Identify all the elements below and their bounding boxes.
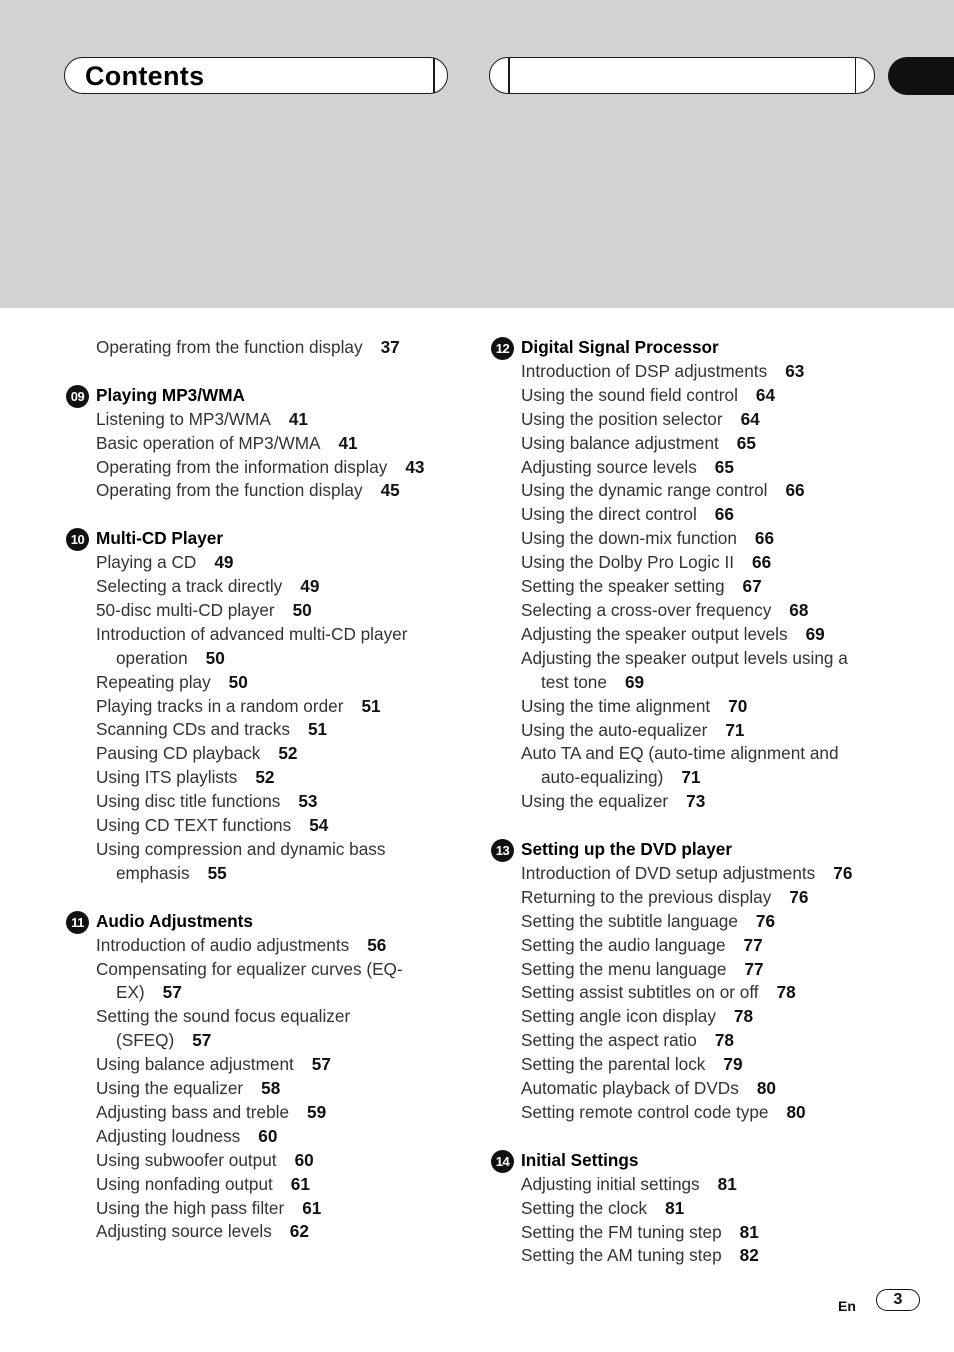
toc-entry-text: Adjusting bass and treble bbox=[96, 1101, 290, 1122]
toc-entry[interactable] bbox=[64, 695, 464, 719]
toc-page-number: 70 bbox=[728, 695, 748, 716]
toc-page-number: 63 bbox=[785, 360, 805, 381]
toc-page-number: 51 bbox=[361, 695, 381, 716]
toc-entry-text: operation bbox=[116, 647, 188, 668]
chapter-tab bbox=[888, 57, 954, 95]
page-title: Contents bbox=[85, 61, 205, 91]
toc-entry[interactable] bbox=[489, 1005, 909, 1029]
toc-entry-text: Repeating play bbox=[96, 671, 211, 692]
toc-page-number: 81 bbox=[739, 1221, 759, 1242]
toc-entry[interactable] bbox=[64, 1005, 464, 1029]
toc-page-number: 57 bbox=[311, 1054, 331, 1075]
toc-page-number: 49 bbox=[300, 576, 320, 597]
toc-entry-text: Using compression and dynamic bass bbox=[96, 839, 386, 859]
toc-page-number: 69 bbox=[624, 671, 645, 692]
toc-entry[interactable] bbox=[489, 886, 909, 910]
toc-page-number: 78 bbox=[714, 1030, 734, 1051]
section-title: Setting up the DVD player bbox=[521, 839, 733, 860]
toc-entry[interactable] bbox=[489, 958, 909, 982]
toc-page-number: 50 bbox=[292, 599, 312, 620]
toc-entry-text: Auto TA and EQ (auto-time alignment and bbox=[521, 743, 839, 764]
toc-page-number: 64 bbox=[740, 408, 760, 429]
toc-entry[interactable] bbox=[489, 503, 909, 527]
toc-page-number: 76 bbox=[789, 886, 809, 907]
toc-entry[interactable] bbox=[64, 479, 464, 503]
toc-page-number: 61 bbox=[302, 1197, 322, 1218]
toc-entry[interactable] bbox=[64, 432, 464, 456]
toc-entry[interactable] bbox=[489, 719, 909, 743]
toc-entry-text: test tone bbox=[541, 671, 607, 692]
toc-entry[interactable] bbox=[64, 1220, 464, 1244]
toc-entry-text: Setting the AM tuning step bbox=[521, 1245, 722, 1266]
toc-entry-text: Introduction of DSP adjustments bbox=[521, 360, 768, 381]
toc-page-number: 78 bbox=[776, 982, 796, 1003]
toc-entry-text: Setting the menu language bbox=[521, 958, 727, 979]
toc-entry[interactable] bbox=[489, 862, 909, 886]
toc-entry[interactable] bbox=[489, 551, 909, 575]
toc-entry-text: Introduction of DVD setup adjustments bbox=[521, 862, 816, 883]
toc-page-number: 52 bbox=[255, 767, 275, 788]
section-number-badge: 12 bbox=[491, 337, 514, 360]
blank-box-divider-left bbox=[508, 58, 510, 93]
toc-page-number: 57 bbox=[192, 1030, 212, 1051]
toc-entry-text: Using disc title functions bbox=[96, 791, 281, 812]
toc-entry-text: Using CD TEXT functions bbox=[96, 815, 292, 836]
section-number-badge: 13 bbox=[491, 839, 514, 862]
toc-page-number: 77 bbox=[744, 958, 764, 979]
section-title: Playing MP3/WMA bbox=[96, 384, 245, 405]
toc-page-number: 61 bbox=[290, 1173, 310, 1194]
toc-entry-text: Using ITS playlists bbox=[96, 767, 238, 788]
toc-entry-text: Using nonfading output bbox=[96, 1173, 273, 1194]
title-box-divider bbox=[433, 58, 435, 93]
section-heading[interactable] bbox=[489, 838, 909, 862]
toc-page-number: 45 bbox=[380, 480, 400, 501]
toc-page-number: 69 bbox=[805, 623, 825, 644]
toc-page-number: 53 bbox=[298, 791, 318, 812]
toc-page-number: 80 bbox=[786, 1101, 806, 1122]
toc-entry-text: Using the down-mix function bbox=[521, 528, 737, 549]
toc-entry[interactable] bbox=[489, 456, 909, 480]
toc-page-number: 57 bbox=[162, 982, 182, 1003]
toc-entry-text: emphasis bbox=[116, 862, 190, 883]
toc-page-number: 66 bbox=[752, 552, 772, 573]
toc-entry-text: Setting the subtitle language bbox=[521, 910, 738, 931]
toc-entry-text: Using the equalizer bbox=[521, 791, 669, 812]
toc-entry-text: Listening to MP3/WMA bbox=[96, 408, 271, 429]
blank-header-box bbox=[489, 57, 875, 94]
toc-entry[interactable] bbox=[489, 408, 909, 432]
toc-entry-text: Using the Dolby Pro Logic II bbox=[521, 552, 735, 573]
toc-entry-text: Adjusting source levels bbox=[521, 456, 697, 477]
toc-entry-text: Adjusting source levels bbox=[96, 1221, 272, 1242]
toc-page-number: 81 bbox=[717, 1173, 737, 1194]
toc-entry[interactable] bbox=[489, 1197, 909, 1221]
toc-entry[interactable] bbox=[489, 575, 909, 599]
toc-entry[interactable] bbox=[64, 1053, 464, 1077]
toc-entry[interactable] bbox=[64, 862, 464, 886]
toc-page-number: 60 bbox=[258, 1125, 278, 1146]
toc-entry-text: Selecting a cross-over frequency bbox=[521, 599, 772, 620]
toc-entry[interactable] bbox=[64, 981, 464, 1005]
toc-entry[interactable] bbox=[489, 479, 909, 503]
section-title: Multi-CD Player bbox=[96, 528, 224, 549]
toc-entry[interactable] bbox=[489, 1029, 909, 1053]
toc-entry[interactable] bbox=[489, 1101, 909, 1125]
toc-entry-text: Adjusting initial settings bbox=[521, 1173, 700, 1194]
toc-entry[interactable] bbox=[64, 623, 464, 647]
section-spacer bbox=[489, 814, 909, 838]
toc-entry-text: Adjusting the speaker output levels bbox=[521, 623, 788, 644]
toc-page-number: 77 bbox=[743, 934, 763, 955]
toc-page-number: 82 bbox=[739, 1245, 759, 1266]
toc-entry-text: Setting the sound focus equalizer bbox=[96, 1006, 351, 1027]
section-spacer bbox=[489, 1125, 909, 1149]
toc-page-number: 64 bbox=[755, 384, 776, 405]
toc-entry[interactable] bbox=[489, 1221, 909, 1245]
toc-page-number: 76 bbox=[755, 910, 776, 931]
toc-page-number: 62 bbox=[289, 1221, 309, 1242]
toc-entry[interactable] bbox=[489, 432, 909, 456]
toc-entry-text: Introduction of advanced multi-CD player bbox=[96, 623, 408, 644]
toc-page-number: 58 bbox=[261, 1078, 281, 1099]
toc-entry[interactable] bbox=[489, 695, 909, 719]
toc-entry[interactable] bbox=[489, 1173, 909, 1197]
toc-entry[interactable] bbox=[64, 1029, 464, 1053]
toc-page-number: 37 bbox=[380, 337, 400, 357]
toc-page-number: 66 bbox=[785, 480, 805, 501]
toc-entry-text: Setting the audio language bbox=[521, 934, 726, 955]
toc-page-number: 73 bbox=[686, 791, 706, 812]
section-heading[interactable] bbox=[64, 910, 464, 934]
toc-entry[interactable] bbox=[489, 599, 909, 623]
toc-page-number: 81 bbox=[665, 1197, 685, 1218]
section-spacer bbox=[64, 886, 464, 910]
toc-entry[interactable] bbox=[489, 1077, 909, 1101]
toc-entry[interactable] bbox=[489, 790, 909, 814]
toc-entry-text: Using the time alignment bbox=[521, 695, 711, 716]
toc-entry-text: Using the position selector bbox=[521, 408, 723, 429]
toc-page-number: 43 bbox=[405, 456, 425, 477]
toc-page-number: 76 bbox=[833, 862, 853, 883]
toc-page-number: 56 bbox=[367, 934, 387, 955]
toc-entry[interactable] bbox=[64, 838, 464, 862]
toc-entry-text: Introduction of audio adjustments bbox=[96, 934, 350, 955]
toc-page-number: 52 bbox=[278, 743, 298, 764]
toc-page-number: 71 bbox=[725, 719, 745, 740]
toc-entry[interactable] bbox=[64, 718, 464, 742]
toc-entry-text: Returning to the previous display bbox=[521, 886, 772, 907]
toc-entry[interactable] bbox=[64, 1149, 464, 1173]
section-title: Audio Adjustments bbox=[96, 910, 253, 931]
toc-entry[interactable] bbox=[64, 1197, 464, 1221]
toc-page-number: 66 bbox=[754, 528, 775, 549]
toc-page-number: 68 bbox=[789, 599, 809, 620]
toc-entry[interactable] bbox=[489, 671, 909, 695]
toc-entry-text: Using the dynamic range control bbox=[521, 480, 768, 501]
toc-entry[interactable] bbox=[64, 551, 464, 575]
section-number-badge: 11 bbox=[66, 911, 89, 934]
section-number-badge: 14 bbox=[491, 1150, 514, 1173]
toc-entry[interactable] bbox=[64, 814, 464, 838]
toc-entry[interactable] bbox=[64, 599, 464, 623]
toc-entry[interactable] bbox=[64, 1077, 464, 1101]
toc-page-number: 50 bbox=[205, 647, 225, 668]
toc-entry-text: Using the sound field control bbox=[521, 384, 738, 405]
toc-page-number: 80 bbox=[756, 1078, 776, 1099]
toc-entry-text: Playing tracks in a random order bbox=[96, 695, 344, 716]
toc-entry-text: (SFEQ) bbox=[116, 1030, 175, 1051]
toc-entry[interactable] bbox=[64, 456, 464, 480]
toc-entry-text: Setting the speaker setting bbox=[521, 576, 725, 597]
section-heading[interactable] bbox=[64, 384, 464, 408]
toc-entry[interactable] bbox=[489, 1244, 909, 1268]
toc-page-number: 50 bbox=[228, 671, 248, 692]
toc-entry-text: Compensating for equalizer curves (EQ- bbox=[96, 958, 403, 979]
toc-entry[interactable] bbox=[64, 766, 464, 790]
toc-entry-text: Setting the FM tuning step bbox=[521, 1221, 722, 1242]
page-number: 3 bbox=[876, 1289, 920, 1311]
toc-entry[interactable] bbox=[64, 958, 464, 982]
toc-entry-text: Automatic playback of DVDs bbox=[521, 1078, 739, 1099]
toc-entry-text: Selecting a track directly bbox=[96, 576, 283, 597]
toc-entry-text: Setting assist subtitles on or off bbox=[521, 982, 759, 1003]
toc-entry[interactable] bbox=[489, 981, 909, 1005]
section-heading[interactable] bbox=[64, 527, 464, 551]
toc-entry-text: Using balance adjustment bbox=[96, 1054, 294, 1075]
toc-entry-text: Adjusting loudness bbox=[96, 1125, 241, 1146]
toc-page-number: 54 bbox=[309, 815, 329, 836]
toc-entry[interactable] bbox=[489, 360, 909, 384]
language-label: En bbox=[838, 1298, 856, 1314]
toc-entry-text: Using subwoofer output bbox=[96, 1149, 277, 1170]
section-title: Digital Signal Processor bbox=[521, 337, 719, 357]
section-heading[interactable] bbox=[489, 336, 909, 360]
toc-entry-text: Operating from the function display bbox=[96, 337, 363, 357]
toc-entry-text: EX) bbox=[116, 982, 145, 1003]
section-spacer bbox=[64, 503, 464, 527]
toc-page-number: 66 bbox=[714, 504, 734, 525]
toc-entry[interactable] bbox=[64, 790, 464, 814]
toc-entry-text: Using the high pass filter bbox=[96, 1197, 285, 1218]
toc-entry-text: Playing a CD bbox=[96, 552, 197, 573]
header-banner bbox=[0, 0, 954, 308]
toc-entry-text: 50-disc multi-CD player bbox=[96, 599, 275, 620]
toc-page-number: 41 bbox=[338, 432, 358, 453]
section-number-badge: 09 bbox=[66, 385, 89, 408]
toc-entry-text: Operating from the information display bbox=[96, 456, 388, 477]
toc-entry-text: Operating from the function display bbox=[96, 480, 363, 501]
toc-entry[interactable] bbox=[64, 647, 464, 671]
section-heading[interactable] bbox=[489, 1149, 909, 1173]
toc-entry-text: Using balance adjustment bbox=[521, 432, 719, 453]
toc-entry[interactable] bbox=[489, 527, 909, 551]
toc-page-number: 79 bbox=[723, 1054, 743, 1075]
toc-entry-text: Using the equalizer bbox=[96, 1078, 244, 1099]
toc-left-column bbox=[64, 336, 464, 1244]
title-box bbox=[64, 57, 448, 94]
toc-page-number: 51 bbox=[307, 719, 328, 740]
toc-page-number: 55 bbox=[207, 862, 227, 883]
toc-right-column bbox=[489, 336, 909, 1268]
toc-entry[interactable] bbox=[64, 1101, 464, 1125]
toc-entry-text: Basic operation of MP3/WMA bbox=[96, 432, 321, 453]
toc-entry[interactable] bbox=[64, 742, 464, 766]
toc-entry[interactable] bbox=[489, 742, 909, 766]
toc-entry-text: Pausing CD playback bbox=[96, 743, 261, 764]
toc-entry[interactable] bbox=[64, 336, 464, 360]
toc-entry-text: Using the direct control bbox=[521, 504, 697, 525]
toc-entry[interactable] bbox=[489, 647, 909, 671]
toc-entry-text: Setting the clock bbox=[521, 1197, 648, 1218]
toc-page-number: 60 bbox=[294, 1149, 314, 1170]
toc-entry[interactable] bbox=[489, 910, 909, 934]
toc-entry-text: Setting the parental lock bbox=[521, 1054, 706, 1075]
toc-entry-text: auto-equalizing) bbox=[541, 767, 664, 788]
toc-page-number: 78 bbox=[733, 1006, 754, 1027]
toc-page-number: 49 bbox=[214, 552, 234, 573]
toc-entry-text: Setting remote control code type bbox=[521, 1101, 769, 1122]
section-spacer bbox=[64, 360, 464, 384]
section-title: Initial Settings bbox=[521, 1149, 639, 1170]
toc-entry[interactable] bbox=[64, 408, 464, 432]
toc-entry-text: Adjusting the speaker output levels using a bbox=[521, 647, 848, 668]
toc-entry[interactable] bbox=[489, 766, 909, 790]
toc-entry[interactable] bbox=[489, 934, 909, 958]
toc-page-number: 71 bbox=[681, 767, 701, 788]
toc-entry[interactable] bbox=[64, 575, 464, 599]
toc-entry-text: Setting the aspect ratio bbox=[521, 1030, 697, 1051]
section-number-badge: 10 bbox=[66, 528, 89, 551]
blank-box-divider-right bbox=[855, 58, 857, 93]
toc-page-number: 59 bbox=[307, 1101, 327, 1122]
toc-entry[interactable] bbox=[64, 1125, 464, 1149]
toc-entry[interactable] bbox=[64, 671, 464, 695]
toc-entry-text: Setting angle icon display bbox=[521, 1006, 716, 1027]
toc-entry[interactable] bbox=[489, 623, 909, 647]
toc-entry[interactable] bbox=[489, 384, 909, 408]
toc-page-number: 65 bbox=[736, 432, 756, 453]
toc-page-number: 41 bbox=[288, 408, 308, 429]
toc-page-number: 65 bbox=[714, 456, 734, 477]
toc-entry-text: Scanning CDs and tracks bbox=[96, 719, 290, 740]
toc-entry[interactable] bbox=[64, 934, 464, 958]
toc-entry[interactable] bbox=[64, 1173, 464, 1197]
toc-entry-text: Using the auto-equalizer bbox=[521, 719, 708, 740]
toc-page-number: 67 bbox=[742, 576, 762, 597]
toc-entry[interactable] bbox=[489, 1053, 909, 1077]
